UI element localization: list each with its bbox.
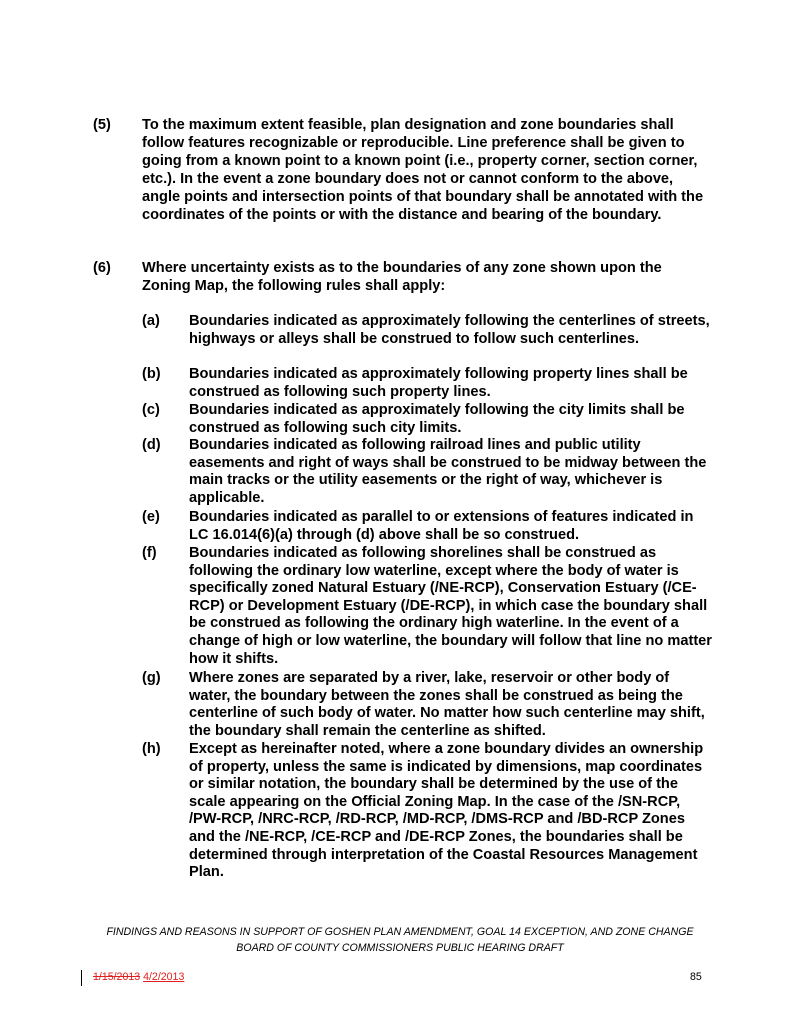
list-item-letter: (b)	[142, 366, 161, 382]
list-item-text: Boundaries indicated as following shorelines shall be construed as following the ordinary low waterline, except where the body of water is specifically zoned Natural Estuary (/NE-RCP), Conservation Estuary (/CE-RCP) or Development Estuary (/DE-RCP), in which case the boundary shall be construed as following the ordinary high waterline. In the event of a change of high or low waterline, the boundary will follow that line no matter how it shifts.	[189, 545, 712, 667]
footer-subtitle: BOARD OF COUNTY COMMISSIONERS PUBLIC HEARING DRAFT	[236, 942, 564, 954]
list-item-letter: (a)	[142, 313, 160, 329]
list-item-d	[142, 437, 712, 507]
list-item-f	[142, 545, 712, 668]
section-6-number: (6)	[93, 260, 111, 276]
revision-bar	[81, 970, 82, 986]
list-item-g	[142, 670, 712, 740]
list-item-text: Where zones are separated by a river, lake, reservoir or other body of water, the boundary between the zones shall be construed as being the centerline of such body of water. No matter how such centerline may shift, the boundary shall remain the centerline as shifted.	[189, 670, 705, 739]
list-item-text: Boundaries indicated as approximately following the centerlines of streets, highways or alleys shall be construed to follow such centerlines.	[189, 313, 710, 347]
list-item-text: Except as hereinafter noted, where a zone boundary divides an ownership of property, unless the same is indicated by dimensions, map coordinates or similar notation, the boundary shall be determined by the use of the scale appearing on the Official Zoning Map. In the case of the /SN-RCP, /PW-RCP, /NRC-RCP, /RD-RCP, /MD-RCP, /DMS-RCP and /BD-RCP Zones and the /NE-RCP, /CE-RCP and /DE-RCP Zones, the boundaries shall be determined through interpretation of the Coastal Resources Management Plan.	[189, 741, 704, 881]
list-item-c	[142, 402, 712, 437]
list-item-b	[142, 366, 712, 401]
list-item-e	[142, 509, 712, 544]
list-item-h	[142, 741, 712, 882]
list-item-letter: (f)	[142, 545, 157, 561]
list-item-letter: (d)	[142, 437, 161, 453]
list-item-a	[142, 313, 712, 348]
list-item-text: Boundaries indicated as approximately following property lines shall be construed as following such property lines.	[189, 366, 688, 400]
revision-date	[93, 971, 184, 983]
section-5-text: To the maximum extent feasible, plan designation and zone boundaries shall follow features recognizable or reproducible. Line preference shall be given to going from a known point to a known point (i.e., property corner, section corner, etc.). In the event a zone boundary does not or cannot conform to the above, angle points and intersection points of that boundary shall be annotated with the coordinates of the points or with the distance and bearing of the boundary.	[142, 117, 704, 223]
section-5	[93, 116, 713, 224]
section-6	[93, 259, 713, 295]
section-6-text: Where uncertainty exists as to the boundaries of any zone shown upon the Zoning Map, the following rules shall apply:	[142, 260, 662, 294]
list-item-letter: (g)	[142, 670, 161, 686]
list-item-text: Boundaries indicated as parallel to or extensions of features indicated in LC 16.014(6)(a) through (d) above shall be so construed.	[189, 509, 694, 543]
list-item-letter: (h)	[142, 741, 161, 757]
list-item-letter: (e)	[142, 509, 160, 525]
old-date: 1/15/2013	[93, 971, 141, 983]
footer-title: FINDINGS AND REASONS IN SUPPORT OF GOSHEN PLAN AMENDMENT, GOAL 14 EXCEPTION, AND ZONE CHANGE	[106, 926, 694, 938]
section-5-number: (5)	[93, 117, 111, 133]
list-item-text: Boundaries indicated as following railroad lines and public utility easements and right of ways shall be construed to be midway between the main tracks or the utility easements or the right of way, whichever is applicable.	[189, 437, 707, 506]
new-date: 4/2/2013	[143, 971, 185, 983]
list-item-text: Boundaries indicated as approximately following the city limits shall be construed as following such city limits.	[189, 402, 685, 436]
page-number: 85	[690, 971, 702, 983]
list-item-letter: (c)	[142, 402, 160, 418]
